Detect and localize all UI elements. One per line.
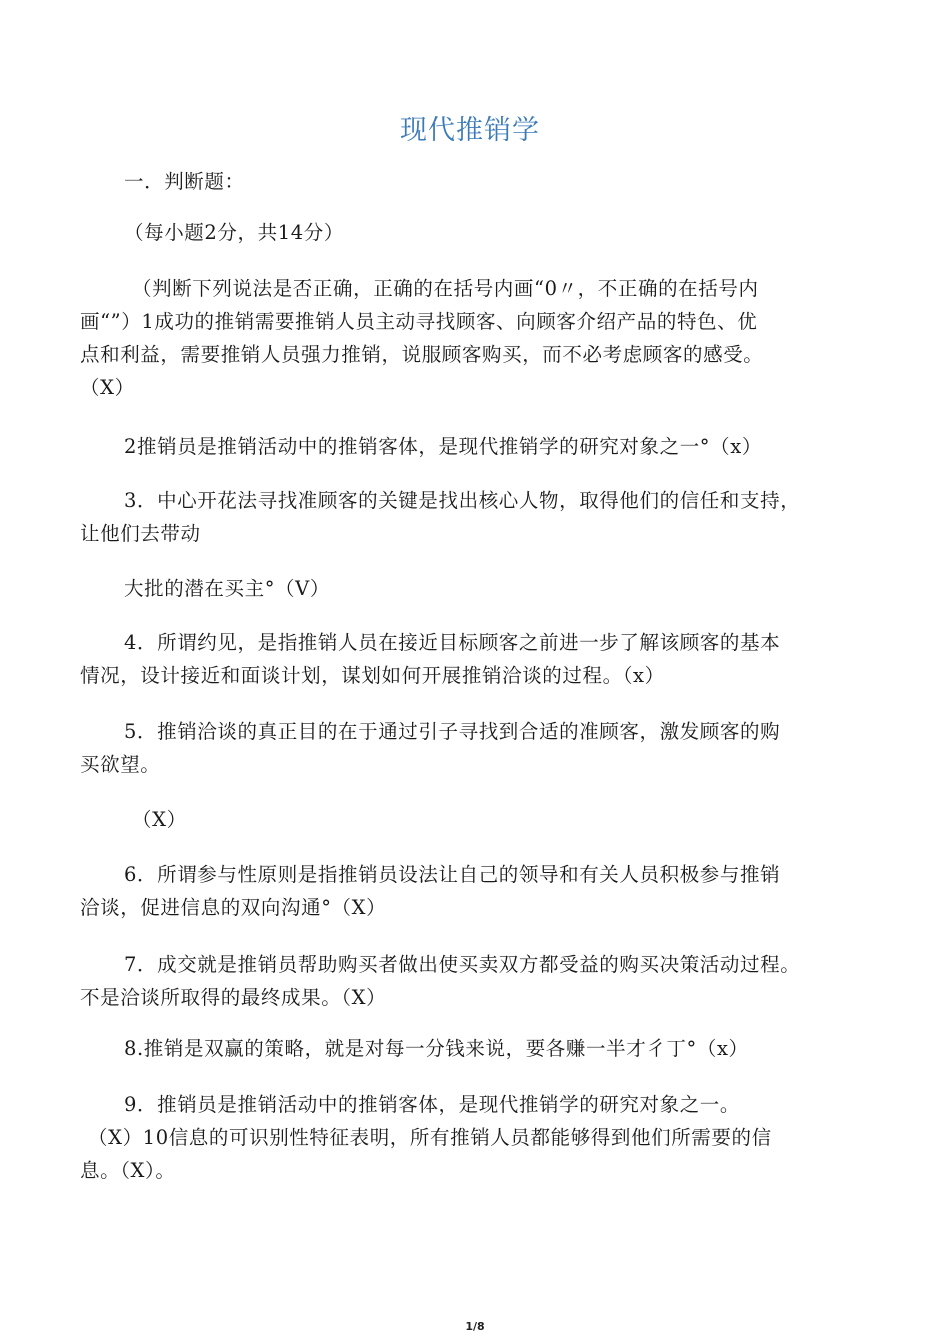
question-7: 7．成交就是推销员帮助购买者做出使买卖双方都受益的购买决策活动过程。 不是洽谈所取得的最终成果。（X）: [80, 953, 801, 1009]
question-8: 8.推销是双赢的策略，就是对每一分钱来说，要各赚一半才彳丁°（x）: [124, 1037, 749, 1060]
question-3-continuation: 大批的潜在买主°（V）: [124, 577, 330, 600]
instruction-paragraph: （判断下列说法是否正确，正确的在括号内画“0〃，不正确的在括号内 画“”）1成功的推销需要推销人员主动寻找顾客、向顾客介绍产品的特色、优 点和利益，需要推销人员强力推销，说服顾客购买，而不必考虑顾客的感受。 （X）: [80, 277, 764, 399]
question-2: 2推销员是推销活动中的推销客体，是现代推销学的研究对象之一°（x）: [124, 435, 762, 458]
question-6: 6．所谓参与性原则是指推销员设法让自己的领导和有关人员积极参与推销 洽谈，促进信息的双向沟通°（X）: [80, 863, 781, 919]
section-heading: 一．判断题：: [124, 170, 245, 193]
document-title: 现代推销学: [400, 115, 540, 146]
score-note: （每小题2分，共14分）: [124, 221, 344, 244]
page-number: 1/8: [465, 1320, 485, 1333]
question-5: 5．推销洽谈的真正目的在于通过引子寻找到合适的准顾客，激发顾客的购 买欲望。: [80, 720, 781, 776]
question-5-answer: （X）: [132, 808, 187, 831]
question-3: 3．中心开花法寻找准顾客的关键是找出核心人物，取得他们的信任和支持， 让他们去带动: [80, 489, 801, 545]
question-9-10: 9．推销员是推销活动中的推销客体，是现代推销学的研究对象之一。 （X）10信息的可识别性特征表明，所有推销人员都能够得到他们所需要的信 息。（X）。: [80, 1093, 772, 1182]
question-4: 4．所谓约见，是指推销人员在接近目标顾客之前进一步了解该顾客的基本 情况，设计接近和面谈计划，谋划如何开展推销洽谈的过程。（x）: [80, 631, 781, 687]
